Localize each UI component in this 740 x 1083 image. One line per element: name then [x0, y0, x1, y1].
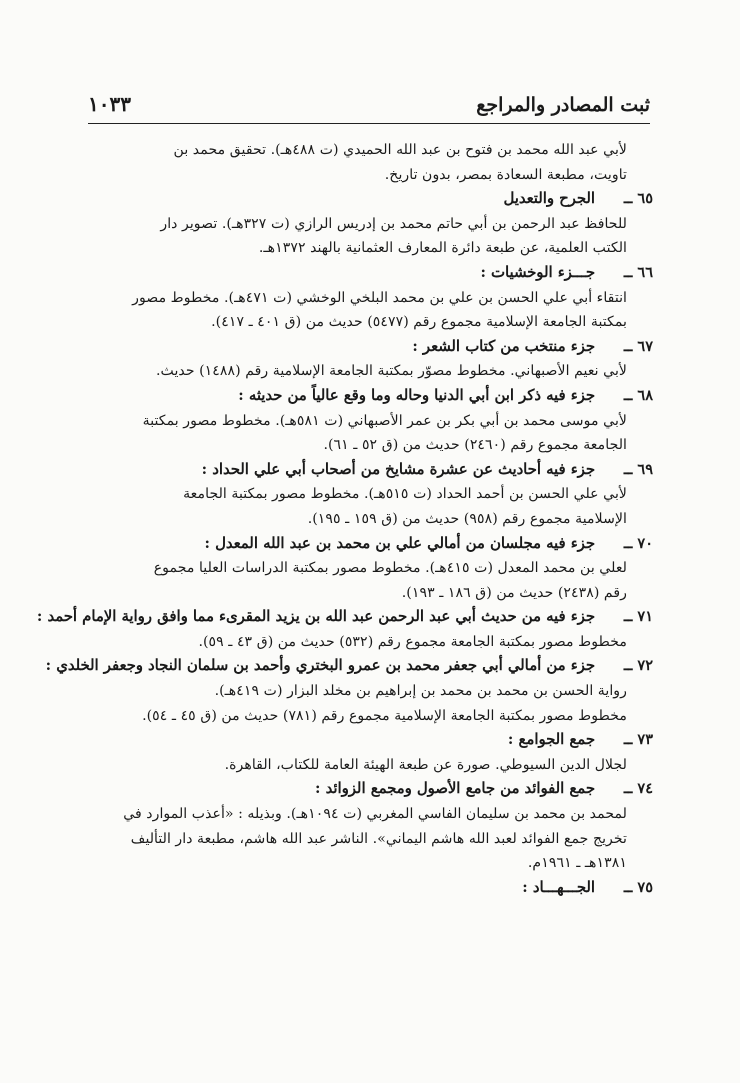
entry-line: لمحمد بن محمد بن سليمان الفاسي المغربي (ت ١٠٩٤هـ). وبذيله : «أعذب الموارد في — [123, 806, 627, 823]
entry-number: ٧٤ ــ — [623, 780, 653, 798]
entry-title: جمع الفوائد من جامع الأصول ومجمع الزوائد : — [315, 780, 595, 798]
entry-line: مخطوط مصور بمكتبة الجامعة مجموع رقم (٥٣٢) حديث من (ق ٤٣ ـ ٥٩). — [198, 633, 627, 650]
entry-description — [88, 802, 653, 876]
entry-heading — [88, 187, 653, 212]
entry-line: لأبي علي الحسن بن أحمد الحداد (ت ٥١٥هـ). مخطوط مصور بمكتبة الجامعة — [183, 486, 627, 503]
entry-line: الكتب العلمية، عن طبعة دائرة المعارف العثمانية بالهند ١٣٧٢هـ. — [258, 240, 627, 257]
entry-description — [88, 482, 653, 531]
entry-heading — [88, 532, 653, 557]
entry-line: مخطوط مصور بمكتبة الجامعة الإسلامية مجموع رقم (٧٨١) حديث من (ق ٤٥ ـ ٥٤). — [142, 707, 627, 724]
entry-line: ١٣٨١هـ ـ ١٩٦١م. — [527, 855, 627, 872]
bibliography-list — [36, 138, 653, 900]
entry-title: جمع الجوامع : — [507, 731, 595, 749]
entry-number: ٦٨ ــ — [623, 386, 653, 404]
entry-heading — [45, 654, 653, 679]
entry-heading — [88, 384, 653, 409]
intro-line: تاويت، مطبعة السعادة بمصر، بدون تاريخ. — [384, 166, 627, 183]
bibliography-entry — [88, 335, 653, 384]
continued-entry-text — [88, 138, 653, 187]
running-title: ثبت المصادر والمراجع — [476, 94, 650, 116]
entry-title: الجـــهـــاد : — [522, 878, 595, 896]
entry-title: جزء من أمالي أبي جعفر محمد بن عمرو البختري وأحمد بن سلمان النجاد وجعفر الخلدي : — [45, 657, 595, 675]
page-number: ١٠٣٣ — [88, 92, 131, 116]
entry-heading — [88, 261, 653, 286]
entry-heading — [88, 876, 653, 901]
bibliography-entry — [36, 605, 653, 654]
entry-number: ٦٩ ــ — [623, 460, 653, 478]
entry-line: الجامعة مجموع رقم (٢٤٦٠) حديث من (ق ٥٢ ـ ٦١). — [323, 437, 627, 454]
entry-number: ٧٢ ــ — [623, 657, 653, 675]
entry-line: لعلي بن محمد المعدل (ت ٤١٥هـ). مخطوط مصور بمكتبة الدراسات العليا مجموع — [153, 560, 627, 577]
bibliography-entry — [88, 532, 653, 606]
entry-number: ٦٥ ــ — [623, 190, 653, 208]
entry-heading — [88, 777, 653, 802]
entry-title: جزء منتخب من كتاب الشعر : — [412, 337, 595, 355]
entry-heading — [88, 458, 653, 483]
bibliography-entry — [88, 384, 653, 458]
entry-line: لجلال الدين السيوطي. صورة عن طبعة الهيئة العامة للكتاب، القاهرة. — [224, 756, 627, 773]
bibliography-entry — [88, 261, 653, 335]
running-head — [88, 86, 650, 116]
entry-line: للحافظ عبد الرحمن بن أبي حاتم محمد بن إدريس الرازي (ت ٣٢٧هـ). تصوير دار — [160, 215, 627, 232]
entry-description — [88, 630, 653, 655]
entry-title: جزء فيه ذكر ابن أبي الدنيا وحاله وما وقع عالياً من حديثه : — [238, 386, 595, 404]
entry-number: ٧٠ ــ — [623, 534, 653, 552]
entry-description — [88, 556, 653, 605]
bibliography-entry — [88, 876, 653, 901]
bibliography-entry — [88, 777, 653, 875]
entry-line: لأبي موسى محمد بن أبي بكر بن عمر الأصبهاني (ت ٥٨١هـ). مخطوط مصور بمكتبة — [142, 412, 627, 429]
bibliography-entry — [88, 187, 653, 261]
entry-title: جـــزء الوخشيات : — [480, 263, 595, 281]
entry-description — [88, 679, 653, 728]
entry-description — [88, 409, 653, 458]
entry-line: تخريج جمع الفوائد لعبد الله هاشم اليماني». الناشر عبد الله هاشم، مطبعة دار التأليف — [130, 830, 627, 847]
entry-title: الجرح والتعديل — [503, 190, 595, 208]
entry-heading — [88, 728, 653, 753]
entry-heading — [88, 335, 653, 360]
header-rule — [88, 123, 650, 124]
entry-number: ٧٥ ــ — [623, 878, 653, 896]
bibliography-entry — [88, 728, 653, 777]
entry-line: لأبي نعيم الأصبهاني. مخطوط مصوّر بمكتبة الجامعة الإسلامية رقم (١٤٨٨) حديث. — [156, 363, 627, 380]
entry-number: ٧١ ــ — [623, 608, 653, 626]
bibliography-entry — [45, 654, 653, 728]
entry-title: جزء فيه مجلسان من أمالي علي بن محمد بن عبد الله المعدل : — [204, 534, 595, 552]
entry-number: ٦٧ ــ — [623, 337, 653, 355]
entry-number: ٧٣ ــ — [623, 731, 653, 749]
entry-line: بمكتبة الجامعة الإسلامية مجموع رقم (٥٤٧٧) حديث من (ق ٤٠١ ـ ٤١٧). — [211, 314, 627, 331]
entry-title: جزء فيه أحاديث عن عشرة مشايخ من أصحاب أبي علي الحداد : — [201, 460, 595, 478]
entry-heading — [36, 605, 653, 630]
intro-line: لأبي عبد الله محمد بن فتوح بن عبد الله الحميدي (ت ٤٨٨هـ). تحقيق محمد بن — [173, 142, 627, 158]
entry-line: انتقاء أبي علي الحسن بن علي بن محمد البلخي الوخشي (ت ٤٧١هـ). مخطوط مصور — [132, 289, 627, 306]
entry-line: رواية الحسن بن محمد بن محمد بن إبراهيم بن مخلد البزار (ت ٤١٩هـ). — [214, 683, 627, 700]
bibliography-entry — [88, 458, 653, 532]
entry-number: ٦٦ ــ — [623, 263, 653, 281]
entry-line: الإسلامية مجموع رقم (٩٥٨) حديث من (ق ١٥٩ ـ ١٩٥). — [307, 510, 627, 527]
entry-description — [88, 212, 653, 261]
entry-description — [88, 753, 653, 778]
entry-description — [88, 359, 653, 384]
entry-description — [88, 286, 653, 335]
entry-line: رقم (٢٤٣٨) حديث من (ق ١٨٦ ـ ١٩٣). — [401, 584, 627, 601]
entry-title: جزء فيه من حديث أبي عبد الرحمن عبد الله بن يزيد المقرىء مما وافق رواية الإمام أحمد : — [36, 608, 595, 626]
